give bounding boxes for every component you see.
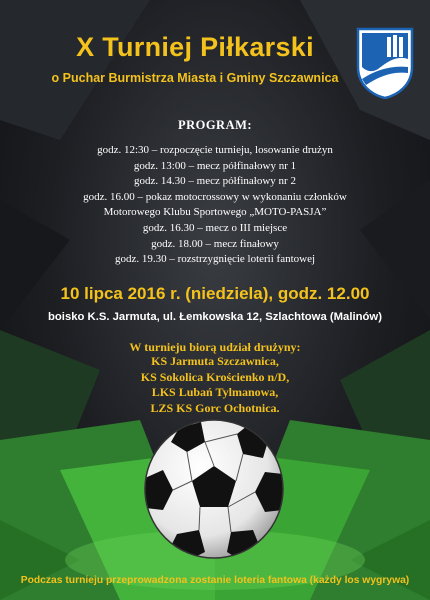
poster-title: X Turniej Piłkarski xyxy=(76,32,314,62)
teams-heading: W turnieju biorą udział drużyny: xyxy=(129,340,301,354)
soccer-ball-icon xyxy=(143,418,285,560)
team-item: LZS KS Gorc Ochotnica. xyxy=(150,400,280,415)
lottery-note: Podczas turnieju przeprowadzona zostanie loteria fantowa (każdy los wygrywa) xyxy=(20,575,410,586)
event-date: 10 lipca 2016 r. (niedziela), godz. 12.00 xyxy=(60,284,370,303)
program-item: godz. 13:00 – mecz półfinałowy nr 1 xyxy=(133,159,297,172)
team-item: LKS Lubań Tylmanowa, xyxy=(151,385,279,400)
team-item: KS Jarmuta Szczawnica, xyxy=(151,354,279,368)
szczawnica-crest-icon xyxy=(356,27,414,99)
program-list xyxy=(0,143,430,268)
program-item: godz. 19.30 – rozstrzygnięcie loterii fantowej xyxy=(114,253,316,266)
program-item: godz. 18.00 – mecz finałowy xyxy=(151,237,279,250)
program-item: Motorowego Klubu Sportowego „MOTO-PASJA” xyxy=(103,206,327,219)
program-item: godz. 14.30 – mecz półfinałowy nr 2 xyxy=(134,175,296,188)
team-item: KS Sokolica Krościenko n/D, xyxy=(140,369,290,384)
program-heading: PROGRAM: xyxy=(177,118,253,132)
program-item: godz. 16.30 – mecz o III miejsce xyxy=(142,221,288,234)
program-item: godz. 12:30 – rozpoczęcie turnieju, losowanie drużyn xyxy=(97,144,333,156)
poster-subtitle: o Puchar Burmistrza Miasta i Gminy Szczawnica xyxy=(51,71,339,85)
teams-list xyxy=(0,354,430,416)
program-item: godz. 16.00 – pokaz motocrossowy w wykonaniu członków xyxy=(83,190,347,203)
event-venue: boisko K.S. Jarmuta, ul. Łemkowska 12, Szlachtowa (Malinów) xyxy=(48,311,382,323)
